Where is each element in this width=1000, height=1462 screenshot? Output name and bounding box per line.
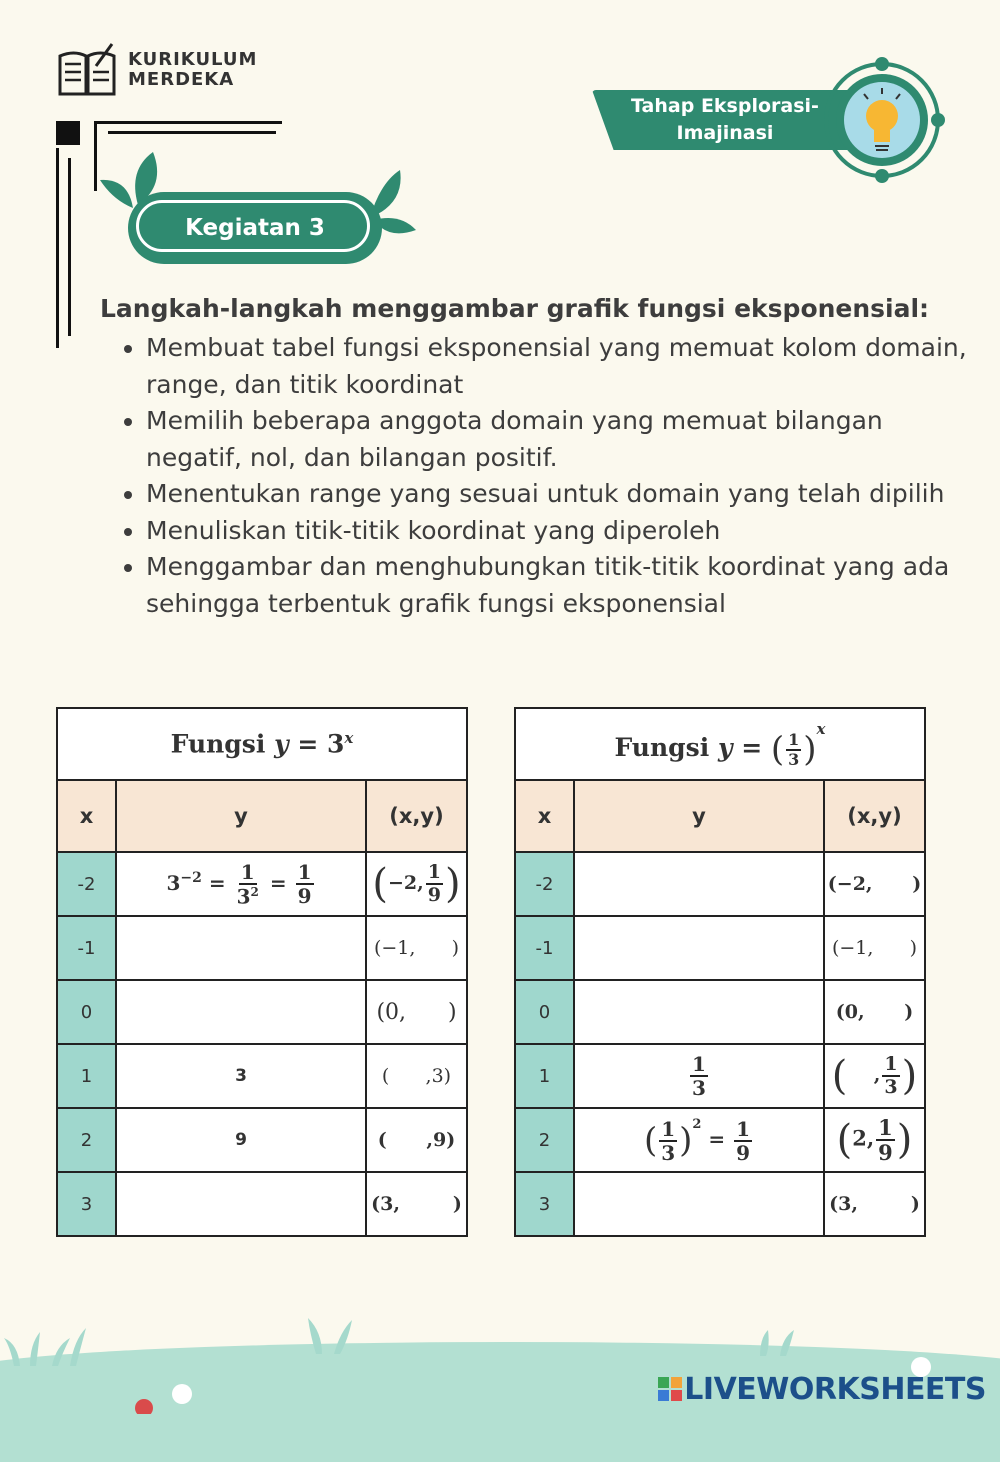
x-cell: -2 — [57, 852, 116, 916]
lightbulb-icon — [820, 56, 948, 184]
point-answer-cell[interactable]: (0, ) — [824, 980, 925, 1044]
point-answer-cell[interactable]: (−1, ) — [366, 916, 467, 980]
point-answer-cell[interactable]: ( ,3) — [366, 1044, 467, 1108]
x-cell: 2 — [515, 1108, 574, 1172]
point-answer-cell[interactable]: (3, ) — [366, 1172, 467, 1236]
y-answer-cell[interactable] — [116, 980, 366, 1044]
numerator: 1 — [878, 1115, 893, 1140]
list-item: • Memilih beberapa anggota domain yang memuat bilangan negatif, nol, dan bilangan positif. — [146, 403, 986, 476]
watermark — [658, 1372, 986, 1407]
fraction — [786, 729, 801, 769]
column-header-x: x — [57, 780, 116, 852]
table-title: Fungsi y = ( $\frac{1}{3}$ )$^x$ — [515, 708, 925, 780]
activity-label: Kegiatan 3 — [185, 215, 325, 241]
grass-icon — [0, 1316, 100, 1366]
frame-line — [94, 121, 282, 124]
eq: = — [208, 870, 226, 895]
fraction — [882, 1055, 899, 1097]
numerator: 1 — [692, 1052, 706, 1076]
title-base: 3 — [327, 729, 345, 759]
point-x: 2, — [852, 1125, 875, 1151]
denominator: 9 — [297, 884, 312, 908]
title-eq: = — [297, 729, 319, 759]
open-book-icon — [56, 42, 118, 98]
y-answer-cell[interactable] — [574, 1172, 824, 1236]
y-cell — [116, 852, 366, 916]
stage-line2: Imajinasi — [676, 122, 774, 144]
fraction — [296, 862, 314, 906]
den-base: 3 — [236, 884, 251, 909]
point-answer-cell[interactable]: (−2, ) — [824, 852, 925, 916]
x-cell: 3 — [57, 1172, 116, 1236]
numerator: 1 — [240, 859, 255, 884]
x-cell: 1 — [57, 1044, 116, 1108]
denominator — [235, 885, 261, 907]
table-function-3x — [56, 707, 468, 1237]
denominator: 3 — [692, 1076, 706, 1100]
point-answer-cell[interactable]: ( ,9) — [366, 1108, 467, 1172]
table-row — [515, 916, 925, 980]
table-row — [515, 1044, 925, 1108]
eq: = — [269, 870, 287, 895]
table-row — [57, 980, 467, 1044]
x-cell: 0 — [57, 980, 116, 1044]
x-cell: 0 — [515, 980, 574, 1044]
numerator: 1 — [427, 861, 441, 883]
point-answer-cell[interactable]: (−1, ) — [824, 916, 925, 980]
y-exp: 2 — [692, 1117, 702, 1133]
column-header-point: (x,y) — [366, 780, 467, 852]
x-cell: 1 — [515, 1044, 574, 1108]
table-row — [57, 1108, 467, 1172]
y-answer-cell[interactable] — [116, 916, 366, 980]
table-title — [57, 708, 467, 780]
denominator: 3 — [661, 1140, 676, 1165]
logo-line2: MERDEKA — [128, 69, 235, 90]
table-row — [57, 1172, 467, 1236]
table-row — [515, 980, 925, 1044]
denominator: 9 — [427, 884, 441, 906]
numerator: 1 — [297, 860, 312, 884]
fraction — [659, 1116, 677, 1165]
column-header-y: y — [574, 780, 824, 852]
point-answer-cell[interactable]: (3, ) — [824, 1172, 925, 1236]
fraction — [426, 863, 443, 905]
numerator: 1 — [788, 729, 800, 749]
watermark-text: LIVEWORKSHEETS — [684, 1372, 986, 1407]
column-header-y: y — [116, 780, 366, 852]
list-item: • Menggambar dan menghubungkan titik-titik koordinat yang ada sehingga terbentuk grafik fungsi eksponensial — [146, 549, 986, 622]
denominator: 9 — [736, 1140, 751, 1165]
column-header-point: (x,y) — [824, 780, 925, 852]
table-function-one-third-x — [514, 707, 926, 1237]
frame-line — [56, 148, 59, 348]
table-row — [515, 1108, 925, 1172]
fraction — [235, 859, 261, 909]
grass-icon — [300, 1314, 370, 1354]
x-cell: -1 — [515, 916, 574, 980]
fraction — [876, 1117, 895, 1163]
stage-label — [625, 93, 825, 147]
y-cell: 9 — [116, 1108, 366, 1172]
y-answer-cell[interactable] — [116, 1172, 366, 1236]
fraction — [734, 1116, 752, 1165]
point-cell: (2, $\frac{1}{9}$ ) — [824, 1108, 925, 1172]
column-header-x: x — [515, 780, 574, 852]
logo-text — [128, 50, 257, 90]
y-cell — [574, 1044, 824, 1108]
logo — [56, 42, 257, 98]
x-cell: -1 — [57, 916, 116, 980]
title-eq: = — [741, 733, 763, 763]
title-var: y — [717, 733, 733, 763]
y-cell: ( $\frac{1}{3}$ )$^2$ = $\frac{1}{9}$ — [574, 1108, 824, 1172]
list-item: • Membuat tabel fungsi eksponensial yang memuat kolom domain, range, dan titik koordinat — [146, 330, 986, 403]
title-exp: x — [816, 720, 826, 739]
list-item: • Menuliskan titik-titik koordinat yang diperoleh — [146, 513, 986, 550]
numerator: 1 — [736, 1116, 751, 1141]
x-cell: 2 — [57, 1108, 116, 1172]
frame-square — [56, 121, 80, 145]
logo-line1: KURIKULUM — [128, 49, 258, 70]
table-row — [57, 852, 467, 916]
x-cell: 3 — [515, 1172, 574, 1236]
y-answer-cell[interactable] — [574, 852, 824, 916]
steps-title: Langkah-langkah menggambar grafik fungsi eksponensial: — [100, 294, 930, 323]
liveworksheets-logo-icon — [658, 1377, 682, 1401]
numerator: 1 — [661, 1116, 676, 1141]
den-exp: 2 — [250, 884, 259, 899]
title-var: y — [274, 729, 289, 759]
title-prefix: Fungsi — [614, 733, 710, 763]
grass-icon — [750, 1326, 810, 1356]
stage-line1: Tahap Eksplorasi- — [631, 95, 819, 117]
point-answer-cell[interactable]: ( , $\frac{1}{3}$ ) — [824, 1044, 925, 1108]
x-cell: -2 — [515, 852, 574, 916]
y-base: 3 — [166, 870, 181, 895]
steps-list — [108, 330, 986, 622]
y-cell: 3 — [116, 1044, 366, 1108]
y-answer-cell[interactable] — [574, 980, 824, 1044]
frame-line — [94, 121, 97, 191]
frame-line — [108, 131, 276, 134]
fraction — [690, 1054, 708, 1098]
denominator: 9 — [878, 1140, 893, 1165]
point-x: −2, — [388, 872, 424, 894]
table-row — [57, 1044, 467, 1108]
point-answer-cell[interactable]: (0, ) — [366, 980, 467, 1044]
denominator: 3 — [884, 1076, 898, 1098]
title-prefix: Fungsi — [170, 729, 266, 759]
frame-line — [68, 158, 71, 336]
y-answer-cell[interactable] — [574, 916, 824, 980]
table-row — [515, 1172, 925, 1236]
point-cell: (−2, $\frac{1}{9}$ ) — [366, 852, 467, 916]
flower-icon — [130, 1380, 200, 1414]
table-row — [515, 852, 925, 916]
y-exp: −2 — [180, 869, 202, 886]
title-exp: x — [344, 729, 354, 748]
numerator: 1 — [884, 1053, 898, 1075]
eq: = — [708, 1127, 726, 1152]
list-item: • Menentukan range yang sesuai untuk domain yang telah dipilih — [146, 476, 986, 513]
table-row — [57, 916, 467, 980]
denominator: 3 — [788, 749, 800, 769]
